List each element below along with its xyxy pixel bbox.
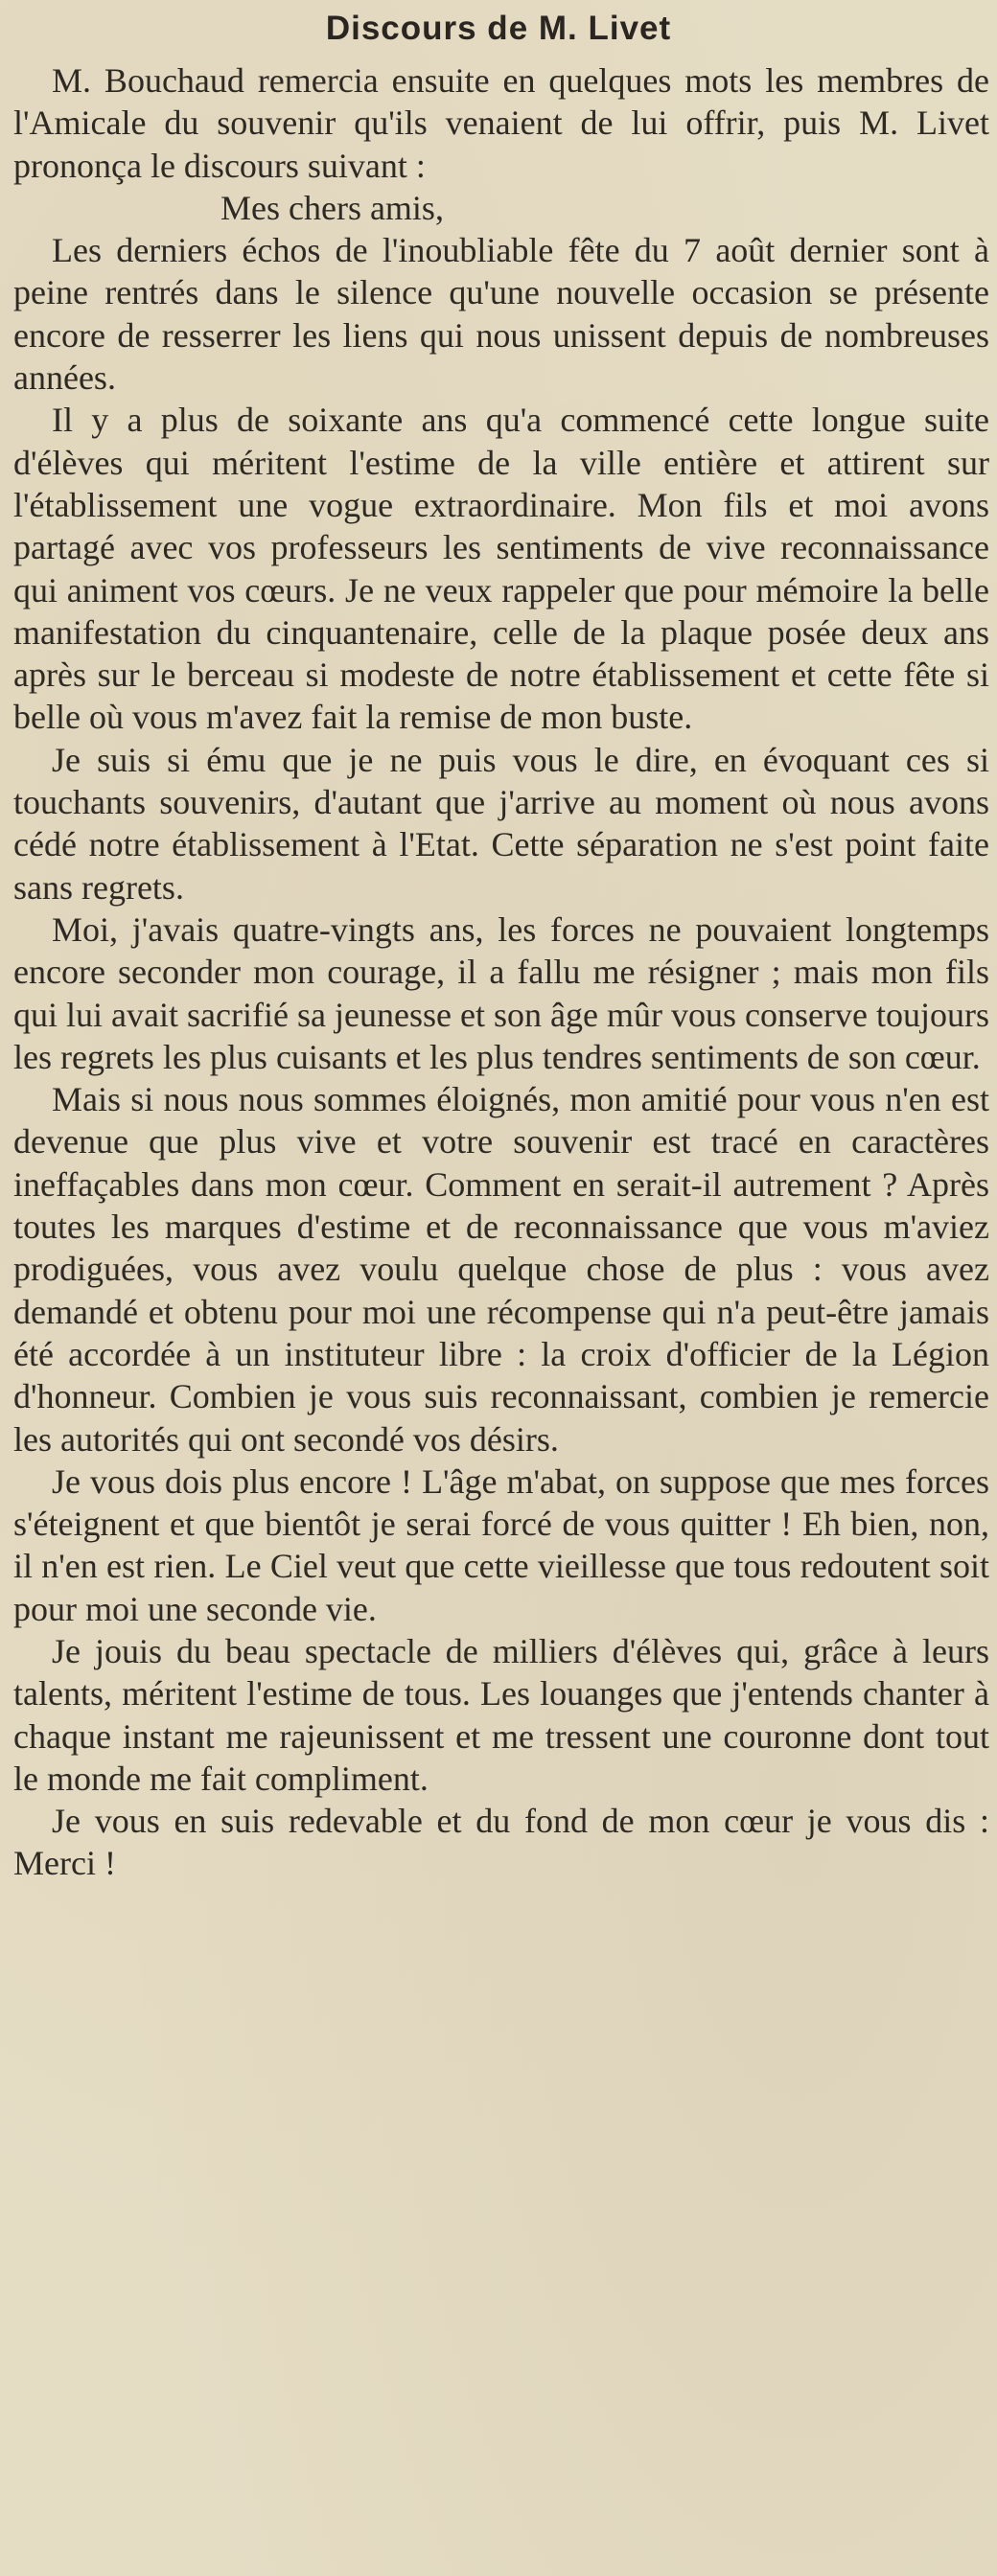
paragraph-merci: Je vous en suis redevable et du fond de mon cœur je vous dis : Merci ! — [13, 1802, 989, 1883]
paragraph-echos: Les derniers échos de l'inoubliable fête du 7 août dernier sont à peine rentrés dans le silence qu'une nouvelle occasion se présente encore de resserrer les liens qui nous unissent depuis de nombreuses années. — [13, 231, 989, 398]
paragraph-emu: Je suis si ému que je ne puis vous le dire, en évoquant ces si touchants souvenirs, d'autant que j'arrive au moment où nous avons cédé notre établissement à l'Etat. Cette séparation ne s'est point faite sans regrets. — [13, 740, 989, 907]
article-title: Discours de M. Livet — [325, 10, 672, 47]
paragraph-spectacle: Je jouis du beau spectacle de milliers d'élèves qui, grâce à leurs talents, méritent l'estime de tous. Les louanges que j'entends chanter à chaque instant me rajeunissent et me tressent une couronne dont tout le monde me fait compliment. — [13, 1631, 989, 1798]
paragraph-amitie: Mais si nous nous sommes éloignés, mon amitié pour vous n'en est devenue que plus vive et votre souvenir est tracé en caractères ineffaçables dans mon cœur. Comment en serait-il autrement ? Après toutes les marques d'estime et de reconnaissance que vous m'aviez prodiguées, vous avez voulu quelque chose de plus : vous avez demandé et obtenu pour moi une récompense qui n'a peut-être jamais été accordée à un instituteur libre : la croix d'officier de la Légion d'honneur. Combien je vous suis reconnaissant, combien je remercie les autorités qui ont secondé vos désirs. — [13, 1080, 989, 1459]
paragraph-soixante-ans: Il y a plus de soixante ans qu'a commencé cette longue suite d'élèves qui méritent l'estime de la ville entière et attirent sur l'établissement une vogue extraordinaire. Mon fils et moi avons partagé avec vos professeurs les sentiments de vive reconnaissance qui animent vos cœurs. Je ne veux rappeler que pour mémoire la belle manifestation du cinquantenaire, celle de la plaque posée deux ans après sur le berceau si modeste de notre établissement et cette fête si belle où vous m'avez fait la remise de mon buste. — [13, 401, 989, 737]
article-body — [13, 59, 989, 1885]
paragraph-intro: M. Bouchaud remercia ensuite en quelques mots les membres de l'Amicale du souvenir qu'ils venaient de lui offrir, puis M. Livet prononça le discours suivant : — [13, 61, 989, 185]
paragraph-age: Je vous dois plus encore ! L'âge m'abat, on suppose que mes forces s'éteignent et que bientôt je serai forcé de vous quitter ! Eh bien, non, il n'en est rien. Le Ciel veut que cette vieillesse que tous redoutent soit pour moi une seconde vie. — [13, 1461, 989, 1628]
paragraph-quatre-vingts: Moi, j'avais quatre-vingts ans, les forces ne pouvaient longtemps encore seconder mon courage, il a fallu me résigner ; mais mon fils qui lui avait sacrifié sa jeunesse et son âge mûr vous conserve toujours les regrets les plus cuisants et les plus tendres sentiments de son cœur. — [13, 909, 989, 1076]
paragraph-greeting: Mes chers amis, — [220, 188, 444, 227]
